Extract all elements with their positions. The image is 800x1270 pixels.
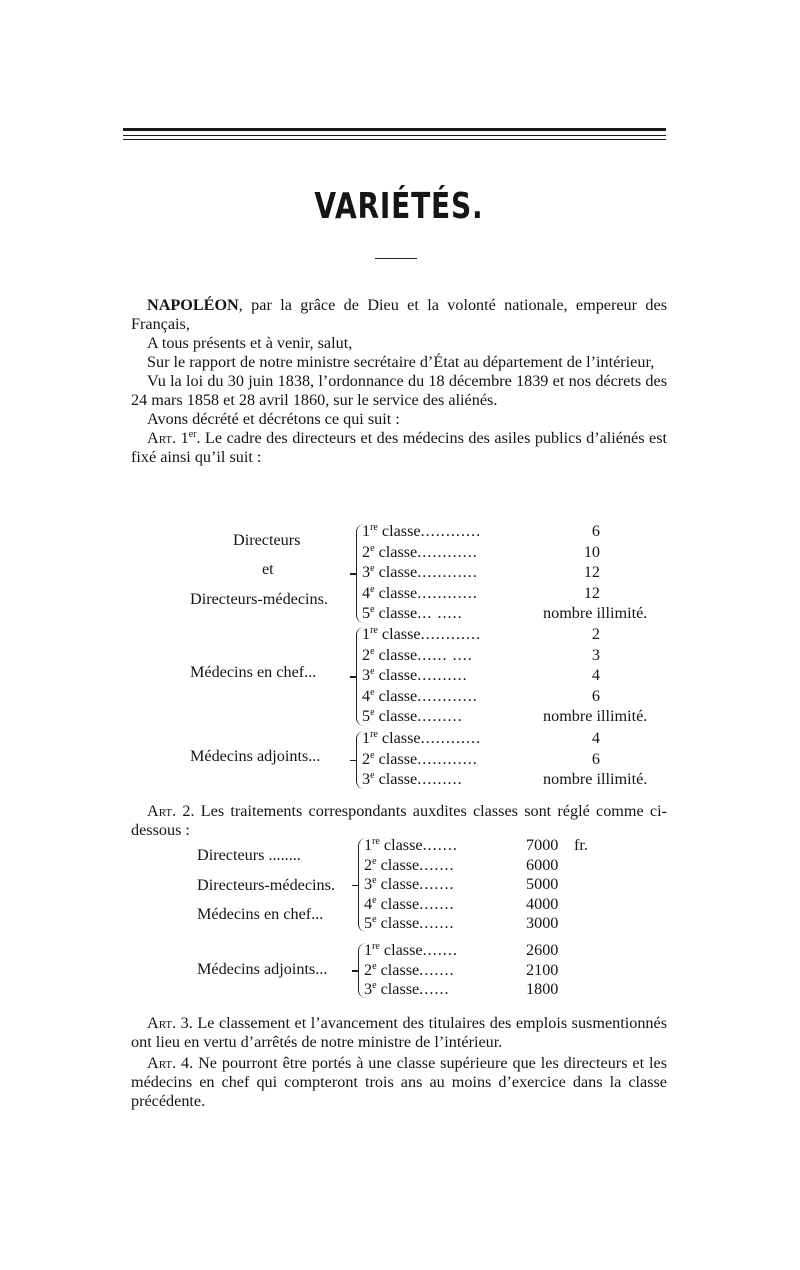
leader-dots: ...... .... [417,645,473,664]
cell-value: nombre illimité. [543,604,648,622]
article-number-sup: er [188,429,197,440]
table-row [364,941,458,961]
class-label: classe [377,522,421,540]
cell-value: 4000 [526,894,559,913]
table-row [364,895,455,915]
group-brace [356,731,365,789]
class-number: 4 [364,894,373,913]
class-label: classe [374,686,418,705]
class-label: classe [377,729,421,747]
class-label: classe [374,666,418,684]
report-clause: Sur le rapport de notre ministre secrétaire d’État au département de l’intérieur, [147,353,655,371]
cell-value: 7000 [526,836,559,854]
leader-dots: ....... [419,894,455,913]
leader-dots: ....... [419,914,455,932]
class-number: 1 [362,522,371,540]
cell-value: 3000 [526,914,559,932]
class-number-sup: e [370,645,375,657]
table-row [362,625,481,645]
article-3 [131,1014,667,1052]
class-number-sup: e [372,980,377,991]
row-group-label: Directeurs-médecins. [190,590,328,608]
class-number-sup: e [372,875,377,886]
cell-value: 12 [583,563,600,581]
article-label: Art. [147,1054,177,1072]
class-number: 3 [362,563,371,581]
decree-formula: Avons décrété et décrétons ce qui suit : [147,410,400,428]
cell-value: nombre illimité. [543,707,648,725]
class-number: 2 [364,960,373,979]
class-label: classe [374,604,418,622]
section-title: VARIÉTÉS. [314,186,484,227]
cell-value: 4 [591,666,600,684]
decree-opening-text: , par la grâce de Dieu et la volonté nationale, empereur des Français, [131,296,667,333]
table-row [362,543,478,563]
class-label: classe [376,980,420,998]
leader-dots: ... ..... [417,604,463,622]
cell-value: 3 [591,645,600,664]
leader-dots: ....... [422,836,458,854]
table-row [362,584,478,604]
article-2-block [131,802,667,840]
cell-value: 4 [591,729,600,747]
table-row [364,980,450,1000]
class-number: 2 [362,749,371,768]
class-number: 5 [362,604,371,622]
leader-dots: ......... [417,770,463,788]
group-brace [356,524,365,623]
cell-value: 12 [583,583,600,602]
leader-dots: ....... [419,960,455,979]
article-2 [131,802,667,840]
class-label: classe [374,583,418,602]
class-number-sup: e [370,604,375,615]
class-number-sup: re [372,941,380,952]
top-rule-thick [123,128,666,131]
class-number-sup: e [372,855,377,867]
class-number-sup: e [370,563,375,574]
salutation: A tous présents et à venir, salut, [147,334,353,352]
class-label: classe [379,836,423,854]
row-group-label: et [262,560,274,578]
cell-value: 10 [583,542,600,561]
class-number-sup: e [370,770,375,781]
article-4-text: 4. Ne pourront être portés à une classe supérieure que les directeurs et les médecins en chef qui compteront trois ans au moins d’exercice dans la classe précédente. [131,1054,667,1110]
cell-value: 6 [591,686,600,705]
leader-dots: .......... [417,666,468,684]
class-label: classe [374,749,418,768]
article-3-text: 3. Le classement et l’avancement des titulaires des emplois susmentionnés ont lieu en vertu d’arrêtés de notre ministre de l’intérieur. [131,1014,667,1051]
table-row [362,750,478,770]
cell-value: 6000 [526,855,559,874]
class-label: classe [376,894,420,913]
class-number-sup: e [370,686,375,698]
class-label: classe [374,645,418,664]
row-group-label: Médecins adjoints... [197,960,328,978]
cell-value: nombre illimité. [543,770,648,788]
class-number: 3 [362,770,371,788]
table-row [362,522,481,542]
cell-value: 2 [591,625,600,643]
row-group-label: Directeurs-médecins. [197,876,335,894]
table-row [362,563,478,583]
table-row [364,914,455,934]
class-number: 1 [364,941,373,959]
article-1-text: . Le cadre des directeurs et des médecins des asiles publics d’aliénés est fixé ainsi qu’il suit : [131,429,668,466]
cell-value: 6 [591,749,600,768]
class-number: 3 [364,980,373,998]
class-number: 1 [364,836,373,854]
class-label: classe [377,625,421,643]
class-number: 4 [362,583,371,602]
cell-unit: fr. [574,836,588,854]
row-group-label: Directeurs ........ [197,846,301,864]
leader-dots: ....... [422,941,458,959]
table-row [362,687,478,707]
leader-dots: ............ [420,729,482,747]
leader-dots: ............ [417,563,478,581]
cell-value: 2100 [526,960,559,979]
class-number: 3 [362,666,371,684]
table-row [364,961,455,981]
class-number-sup: e [372,960,377,972]
article-4 [131,1054,667,1111]
class-number-sup: e [370,749,375,761]
row-group-label: Directeurs [233,531,301,549]
row-group-label: Médecins en chef... [197,905,324,923]
class-number-sup: re [370,729,378,740]
article-2-text: 2. Les traitements correspondants auxdites classes sont réglé comme ci-dessous : [131,802,667,839]
leader-dots: ............ [417,686,478,705]
group-brace [358,838,367,932]
table-row [362,729,481,749]
class-label: classe [376,914,420,932]
class-number-sup: e [372,894,377,906]
class-label: classe [374,770,418,788]
decree-opening [131,296,667,334]
class-number-sup: e [370,542,375,554]
emperor-name: NAPOLÉON [147,296,239,314]
leader-dots: ............ [417,749,478,768]
class-number: 1 [362,729,371,747]
class-number-sup: re [370,625,378,636]
row-group-label: Médecins adjoints... [190,747,321,765]
class-number: 3 [364,875,373,893]
article-number: 1 [180,429,189,447]
class-number-sup: e [370,707,375,718]
class-label: classe [376,960,420,979]
leader-dots: ....... [419,855,455,874]
class-label: classe [374,563,418,581]
article-label: Art. [147,1014,177,1032]
table-row [362,707,463,727]
articles-3-4 [131,1014,667,1111]
leader-dots: ............ [420,522,482,540]
cell-value: 2600 [526,941,559,959]
leader-dots: ......... [417,707,463,725]
table-row [362,604,463,624]
preamble [131,296,667,467]
class-number-sup: re [372,836,380,847]
class-number: 2 [362,645,371,664]
leader-dots: ............ [417,583,478,602]
class-label: classe [374,542,418,561]
class-number-sup: re [370,522,378,533]
class-label: classe [379,941,423,959]
top-rule-thin [123,135,666,136]
group-brace [358,943,367,998]
table-row [362,646,473,666]
table-row [364,856,455,876]
leader-dots: ...... [419,980,450,998]
leader-dots: ............ [420,625,482,643]
cell-value: 1800 [526,980,559,998]
group-brace [356,627,365,726]
article-label: Art. [147,429,177,447]
row-group-label: Médecins en chef... [190,663,317,681]
class-number: 4 [362,686,371,705]
title-divider [375,258,417,259]
table-row [364,875,455,895]
article-1 [131,429,667,467]
leader-dots: ....... [419,875,455,893]
class-number: 1 [362,625,371,643]
class-label: classe [376,855,420,874]
class-number-sup: e [372,914,377,925]
legal-basis: Vu la loi du 30 juin 1838, l’ordonnance du 18 décembre 1839 et nos décrets des 24 mars 1858 et 28 avril 1860, sur le service des aliénés. [131,372,667,409]
cell-value: 5000 [526,875,559,893]
class-number: 5 [362,707,371,725]
table-row [362,770,463,790]
class-number: 5 [364,914,373,932]
article-label: Art. [147,802,177,820]
class-label: classe [376,875,420,893]
cell-value: 6 [591,522,600,540]
class-number: 2 [364,855,373,874]
leader-dots: ............ [417,542,478,561]
top-rule-thin-2 [123,139,666,140]
class-label: classe [374,707,418,725]
class-number-sup: e [370,583,375,595]
class-number: 2 [362,542,371,561]
table-row [362,666,468,686]
class-number-sup: e [370,666,375,677]
